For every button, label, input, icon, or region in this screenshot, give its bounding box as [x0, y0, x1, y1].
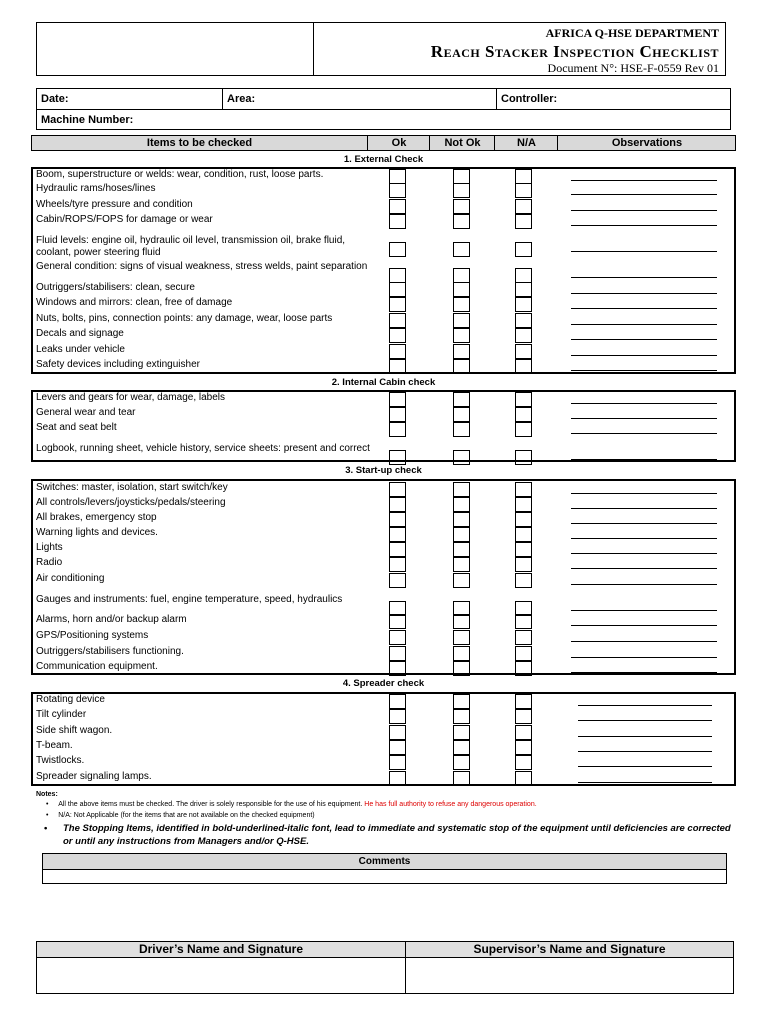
checkbox-na[interactable] — [515, 282, 532, 297]
checkbox-na[interactable] — [515, 725, 532, 740]
signature-table — [36, 941, 734, 994]
checkbox-not-ok[interactable] — [453, 709, 470, 724]
checkbox-ok[interactable] — [389, 344, 406, 359]
signature-divider — [405, 942, 406, 993]
checkbox-not-ok[interactable] — [453, 268, 470, 283]
checkbox-na[interactable] — [515, 527, 532, 542]
checkbox-ok[interactable] — [389, 557, 406, 572]
section-title: 2. Internal Cabin check — [331, 377, 436, 388]
checklist-item: Outriggers/stabilisers functioning. — [36, 646, 184, 657]
observation-line[interactable] — [571, 523, 717, 524]
observation-line[interactable] — [571, 277, 717, 278]
checkbox-na[interactable] — [515, 297, 532, 312]
comments-label: Comments — [43, 854, 726, 870]
checklist-item: All controls/levers/joysticks/pedals/steering — [36, 497, 226, 508]
checkbox-not-ok[interactable] — [453, 183, 470, 198]
checkbox-na[interactable] — [515, 242, 532, 257]
checklist-item: Wheels/tyre pressure and condition — [36, 199, 193, 210]
observation-line[interactable] — [571, 418, 717, 419]
checkbox-not-ok[interactable] — [453, 740, 470, 755]
checkbox-ok[interactable] — [389, 268, 406, 283]
document-title: Reach Stacker Inspection Checklist — [430, 42, 719, 61]
observation-line[interactable] — [578, 751, 712, 752]
col-not-ok: Not Ok — [429, 136, 495, 150]
observation-line[interactable] — [578, 766, 712, 767]
checkbox-ok[interactable] — [389, 407, 406, 422]
observation-line[interactable] — [578, 782, 712, 783]
checklist-item: Tilt cylinder — [36, 709, 87, 720]
observation-line[interactable] — [571, 657, 717, 658]
observation-line[interactable] — [571, 568, 717, 569]
checkbox-not-ok[interactable] — [453, 542, 470, 557]
checklist-item: GPS/Positioning systems — [36, 630, 149, 641]
observation-line[interactable] — [571, 194, 717, 195]
checklist-item: Air conditioning — [36, 573, 105, 584]
checkbox-not-ok[interactable] — [453, 573, 470, 588]
checkbox-ok[interactable] — [389, 646, 406, 661]
checkbox-not-ok[interactable] — [453, 646, 470, 661]
date-field[interactable] — [37, 89, 223, 109]
checkbox-na[interactable] — [515, 557, 532, 572]
info-table — [36, 88, 731, 130]
section-title: 3. Start-up check — [345, 465, 422, 476]
notes-label: Notes: — [36, 791, 58, 798]
observation-line[interactable] — [578, 736, 712, 737]
checklist-item: Lights — [36, 542, 63, 553]
checkbox-not-ok[interactable] — [453, 282, 470, 297]
checklist-item: Spreader signaling lamps. — [36, 771, 152, 782]
checkbox-not-ok[interactable] — [453, 407, 470, 422]
checkbox-ok[interactable] — [389, 740, 406, 755]
checkbox-ok[interactable] — [389, 214, 406, 229]
note-3-text: The Stopping Items, identified in bold-underlined-italic font, lead to immediate and systematic stop of the equipment until deficiencies are corrected or until any instructions from Managers and/or Q-HSE. — [63, 823, 731, 847]
checklist-item: Alarms, horn and/or backup alarm — [36, 614, 187, 625]
observation-line[interactable] — [571, 308, 717, 309]
section-title: 4. Spreader check — [342, 678, 425, 689]
checkbox-na[interactable] — [515, 771, 532, 786]
checklist-item: All brakes, emergency stop — [36, 512, 157, 523]
observation-line[interactable] — [571, 370, 717, 371]
checklist-item: Logbook, running sheet, vehicle history, service sheets: present and correct — [36, 443, 370, 454]
checkbox-na[interactable] — [515, 268, 532, 283]
col-ok: Ok — [367, 136, 430, 150]
controller-field[interactable] — [497, 89, 730, 109]
observation-line[interactable] — [571, 180, 717, 181]
checkbox-not-ok[interactable] — [453, 169, 470, 184]
checkbox-ok[interactable] — [389, 169, 406, 184]
checklist-item: Cabin/ROPS/FOPS for damage or wear — [36, 214, 213, 225]
note-1-red-text: He has full authority to refuse any dangerous operation. — [364, 801, 537, 808]
area-label: Area: — [227, 93, 256, 105]
checklist-item: Hydraulic rams/hoses/lines — [36, 183, 156, 194]
observation-line[interactable] — [571, 508, 717, 509]
checklist-item: Nuts, bolts, pins, connection points: any damage, wear, loose parts — [36, 313, 333, 324]
checkbox-not-ok[interactable] — [453, 297, 470, 312]
checklist-item: Gauges and instruments: fuel, engine temperature, speed, hydraulics — [36, 594, 343, 605]
checkbox-ok[interactable] — [389, 542, 406, 557]
machine-number-label: Machine Number: — [41, 114, 134, 126]
checkbox-na[interactable] — [515, 740, 532, 755]
checkbox-not-ok[interactable] — [453, 771, 470, 786]
checkbox-ok[interactable] — [389, 709, 406, 724]
checkbox-ok[interactable] — [389, 450, 406, 465]
checklist-item: Switches: master, isolation, start switch/key — [36, 482, 228, 493]
checkbox-ok[interactable] — [389, 242, 406, 257]
note-3: • The Stopping Items, identified in bold-underlined-italic font, lead to immediate and systematic stop of the equipment until deficiencies are corrected or until any instructions from Managers and/or Q-HSE. — [46, 822, 736, 848]
checkbox-not-ok[interactable] — [453, 725, 470, 740]
observation-line[interactable] — [571, 355, 717, 356]
observation-line[interactable] — [571, 433, 717, 434]
checklist-item: Boom, superstructure or welds: wear, condition, rust, loose parts. — [36, 169, 324, 180]
observation-line[interactable] — [571, 493, 717, 494]
checklist-item: Warning lights and devices. — [36, 527, 158, 538]
checkbox-na[interactable] — [515, 344, 532, 359]
section-title: 1. External Check — [343, 154, 424, 165]
checkbox-ok[interactable] — [389, 282, 406, 297]
checkbox-na[interactable] — [515, 661, 532, 676]
col-observations: Observations — [557, 136, 736, 150]
checkbox-ok[interactable] — [389, 661, 406, 676]
note-1-text: All the above items must be checked. The driver is solely responsible for the use of his equipment. — [58, 801, 363, 808]
checkbox-ok[interactable] — [389, 725, 406, 740]
checkbox-na[interactable] — [515, 392, 532, 407]
checkbox-not-ok[interactable] — [453, 450, 470, 465]
checklist-item: Seat and seat belt — [36, 422, 117, 433]
checklist-item: Outriggers/stabilisers: clean, secure — [36, 282, 195, 293]
checklist-item: Twistlocks. — [36, 755, 85, 766]
observation-line[interactable] — [571, 553, 717, 554]
observation-line[interactable] — [578, 705, 712, 706]
checkbox-ok[interactable] — [389, 392, 406, 407]
checklist-item: Radio — [36, 557, 63, 568]
checkbox-na[interactable] — [515, 407, 532, 422]
checkbox-not-ok[interactable] — [453, 242, 470, 257]
checklist-item: T-beam. — [36, 740, 73, 751]
checkbox-not-ok[interactable] — [453, 497, 470, 512]
checkbox-ok[interactable] — [389, 630, 406, 645]
checkbox-not-ok[interactable] — [453, 527, 470, 542]
observation-line[interactable] — [571, 225, 717, 226]
checklist-item: General condition: signs of visual weakness, stress welds, paint separation — [36, 261, 368, 272]
checkbox-ok[interactable] — [389, 199, 406, 214]
checkbox-ok[interactable] — [389, 512, 406, 527]
checkbox-na[interactable] — [515, 614, 532, 629]
checklist-item: Fluid levels: engine oil, hydraulic oil level, transmission oil, brake fluid, coolant, power steering fluid — [36, 235, 346, 258]
document-number: Document N°: HSE-F-0559 Rev 01 — [547, 61, 719, 75]
checkbox-not-ok[interactable] — [453, 214, 470, 229]
controller-label: Controller: — [501, 93, 558, 105]
logo-area — [37, 23, 314, 75]
observation-line[interactable] — [571, 584, 717, 585]
checkbox-ok[interactable] — [389, 313, 406, 328]
area-field[interactable] — [223, 89, 497, 109]
driver-signature-label: Driver’s Name and Signature — [37, 942, 405, 958]
checkbox-not-ok[interactable] — [453, 630, 470, 645]
note-1: • All the above items must be checked. The driver is solely responsible for the use of his equipment. He has full authority to refuse any dangerous operation. — [46, 801, 537, 808]
document-header — [36, 22, 726, 76]
observation-line[interactable] — [571, 538, 717, 539]
supervisor-signature-label: Supervisor’s Name and Signature — [406, 942, 733, 958]
checkbox-not-ok[interactable] — [453, 422, 470, 437]
comments-box[interactable] — [42, 853, 727, 884]
checklist-item: Communication equipment. — [36, 661, 158, 672]
checkbox-na[interactable] — [515, 183, 532, 198]
checkbox-na[interactable] — [515, 646, 532, 661]
checklist-item: Decals and signage — [36, 328, 124, 339]
column-header-row — [31, 135, 736, 151]
checkbox-na[interactable] — [515, 694, 532, 709]
checkbox-ok[interactable] — [389, 694, 406, 709]
department-name: AFRICA Q-HSE DEPARTMENT — [545, 26, 719, 40]
checkbox-ok[interactable] — [389, 755, 406, 770]
checkbox-na[interactable] — [515, 497, 532, 512]
checkbox-ok[interactable] — [389, 359, 406, 374]
checkbox-ok[interactable] — [389, 183, 406, 198]
checklist-item: Rotating device — [36, 694, 105, 705]
checklist-item: Side shift wagon. — [36, 725, 113, 736]
checkbox-na[interactable] — [515, 214, 532, 229]
checkbox-ok[interactable] — [389, 422, 406, 437]
checklist-item: Leaks under vehicle — [36, 344, 125, 355]
checkbox-not-ok[interactable] — [453, 199, 470, 214]
observation-line[interactable] — [571, 459, 717, 460]
checkbox-not-ok[interactable] — [453, 313, 470, 328]
note-2-text: N/A: Not Applicable (for the items that are not available on the checked equipment) — [58, 812, 315, 819]
checkbox-ok[interactable] — [389, 614, 406, 629]
checkbox-na[interactable] — [515, 482, 532, 497]
checkbox-ok[interactable] — [389, 328, 406, 343]
checklist-item: Windows and mirrors: clean, free of damage — [36, 297, 233, 308]
checkbox-ok[interactable] — [389, 573, 406, 588]
checkbox-na[interactable] — [515, 328, 532, 343]
checkbox-na[interactable] — [515, 422, 532, 437]
col-items: Items to be checked — [146, 137, 253, 149]
checkbox-not-ok[interactable] — [453, 755, 470, 770]
observation-line[interactable] — [571, 403, 717, 404]
checkbox-na[interactable] — [515, 199, 532, 214]
checkbox-na[interactable] — [515, 359, 532, 374]
checkbox-na[interactable] — [515, 573, 532, 588]
checklist-item: Safety devices including extinguisher — [36, 359, 200, 370]
checkbox-na[interactable] — [515, 542, 532, 557]
checkbox-not-ok[interactable] — [453, 661, 470, 676]
observation-line[interactable] — [571, 339, 717, 340]
checkbox-na[interactable] — [515, 755, 532, 770]
checklist-item: Levers and gears for wear, damage, labels — [36, 392, 225, 403]
checkbox-na[interactable] — [515, 512, 532, 527]
observation-line[interactable] — [571, 293, 717, 294]
checkbox-ok[interactable] — [389, 297, 406, 312]
checkbox-not-ok[interactable] — [453, 482, 470, 497]
checkbox-not-ok[interactable] — [453, 328, 470, 343]
checkbox-not-ok[interactable] — [453, 392, 470, 407]
observation-line[interactable] — [571, 610, 717, 611]
observation-line[interactable] — [571, 324, 717, 325]
checkbox-ok[interactable] — [389, 482, 406, 497]
note-2: • N/A: Not Applicable (for the items that are not available on the checked equipment) — [46, 812, 315, 819]
checkbox-ok[interactable] — [389, 497, 406, 512]
checkbox-not-ok[interactable] — [453, 694, 470, 709]
checkbox-na[interactable] — [515, 169, 532, 184]
checkbox-not-ok[interactable] — [453, 614, 470, 629]
checkbox-not-ok[interactable] — [453, 344, 470, 359]
checklist-item: General wear and tear — [36, 407, 136, 418]
observation-line[interactable] — [578, 720, 712, 721]
observation-line[interactable] — [571, 251, 717, 252]
checkbox-ok[interactable] — [389, 527, 406, 542]
observation-line[interactable] — [571, 210, 717, 211]
checkbox-na[interactable] — [515, 709, 532, 724]
observation-line[interactable] — [571, 672, 717, 673]
checkbox-na[interactable] — [515, 313, 532, 328]
checkbox-na[interactable] — [515, 450, 532, 465]
checkbox-not-ok[interactable] — [453, 512, 470, 527]
observation-line[interactable] — [571, 625, 717, 626]
checkbox-ok[interactable] — [389, 771, 406, 786]
observation-line[interactable] — [571, 641, 717, 642]
checkbox-not-ok[interactable] — [453, 557, 470, 572]
col-na: N/A — [494, 136, 558, 150]
checkbox-na[interactable] — [515, 630, 532, 645]
date-label: Date: — [41, 93, 69, 105]
checkbox-not-ok[interactable] — [453, 359, 470, 374]
